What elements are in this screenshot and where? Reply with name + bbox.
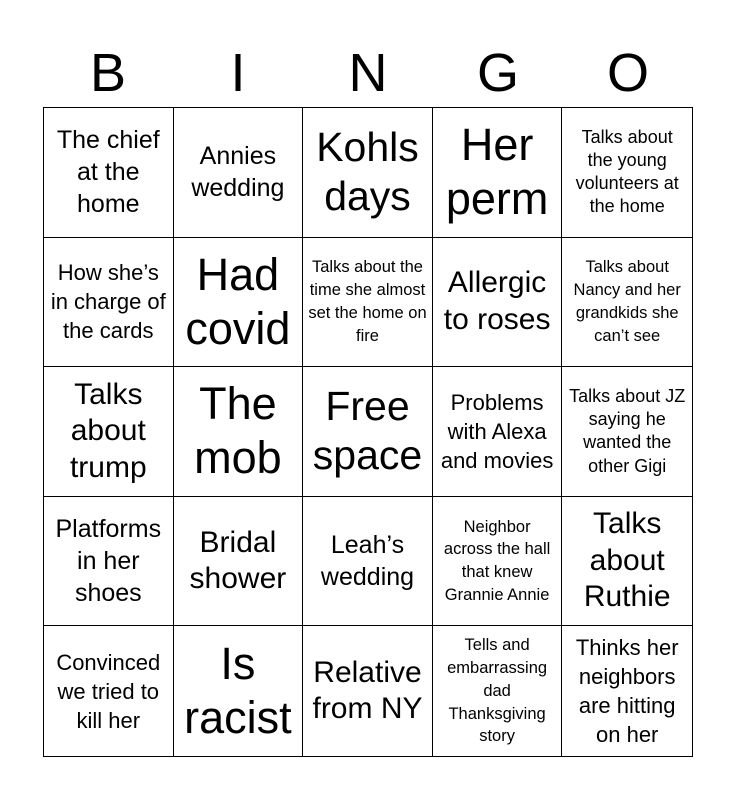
bingo-cell[interactable] xyxy=(174,497,304,627)
bingo-cell[interactable] xyxy=(174,238,304,368)
cell-text: Leah’s wedding xyxy=(320,531,415,592)
cell-text: Talks about JZ saying he wanted the other Gigi xyxy=(569,386,686,476)
cell-text: Had covid xyxy=(185,248,291,354)
cell-text: Neighbor across the hall that knew Grannie Annie xyxy=(443,517,551,604)
cell-text: Platforms in her shoes xyxy=(55,515,162,608)
bingo-cell[interactable] xyxy=(174,626,304,756)
bingo-cell[interactable] xyxy=(44,626,174,756)
header-letter-n: N xyxy=(348,43,388,103)
cell-text: The chief at the home xyxy=(56,126,160,219)
cell-text: Bridal shower xyxy=(189,525,287,596)
header-letter-o: O xyxy=(606,43,649,103)
cell-text: Allergic to roses xyxy=(443,266,551,336)
header-letter-b: B xyxy=(89,43,127,103)
cell-text: Annies wedding xyxy=(191,142,285,203)
bingo-cell[interactable] xyxy=(562,238,692,368)
cell-text: Talks about Ruthie xyxy=(583,507,671,614)
bingo-cell[interactable] xyxy=(303,497,433,627)
cell-text: Convinced we tried to kill her xyxy=(56,649,161,733)
bingo-cell[interactable] xyxy=(44,238,174,368)
bingo-cell[interactable] xyxy=(433,367,563,497)
bingo-cell[interactable] xyxy=(562,626,692,756)
bingo-header xyxy=(43,38,693,108)
bingo-cell[interactable] xyxy=(303,238,433,368)
cell-text: How she’s in charge of the cards xyxy=(50,260,166,344)
bingo-card-grid xyxy=(43,107,693,757)
bingo-cell[interactable] xyxy=(44,108,174,238)
cell-text: The mob xyxy=(194,378,282,484)
bingo-cell[interactable] xyxy=(303,626,433,756)
cell-text: Free space xyxy=(312,383,423,479)
bingo-cell[interactable] xyxy=(303,108,433,238)
header-letter-i: I xyxy=(230,43,246,103)
cell-text: Kohls days xyxy=(316,124,419,220)
bingo-cell[interactable] xyxy=(174,367,304,497)
bingo-cell[interactable] xyxy=(562,497,692,627)
cell-text: Thinks her neighbors are hitting on her xyxy=(575,635,679,748)
cell-text: Talks about Nancy and her grandkids she can’t see xyxy=(573,258,681,345)
cell-text: Relative from NY xyxy=(312,655,423,726)
cell-text: Problems with Alexa and movies xyxy=(440,389,554,473)
bingo-cell[interactable] xyxy=(562,108,692,238)
cell-text: Talks about the young volunteers at the home xyxy=(575,127,679,217)
cell-text: Talks about trump xyxy=(69,377,147,484)
bingo-cell[interactable] xyxy=(174,108,304,238)
free-space-cell[interactable] xyxy=(303,367,433,497)
bingo-cell[interactable] xyxy=(433,497,563,627)
bingo-cell[interactable] xyxy=(433,108,563,238)
cell-text: Talks about the time she almost set the home on fire xyxy=(308,258,427,345)
bingo-cell[interactable] xyxy=(562,367,692,497)
bingo-cell[interactable] xyxy=(44,497,174,627)
cell-text: Her perm xyxy=(445,119,549,225)
bingo-cell[interactable] xyxy=(433,238,563,368)
bingo-cell[interactable] xyxy=(433,626,563,756)
header-letter-g: G xyxy=(476,43,519,103)
cell-text: Is racist xyxy=(184,638,292,744)
cell-text: Tells and embarrassing dad Thanksgiving story xyxy=(447,636,548,746)
bingo-cell[interactable] xyxy=(44,367,174,497)
